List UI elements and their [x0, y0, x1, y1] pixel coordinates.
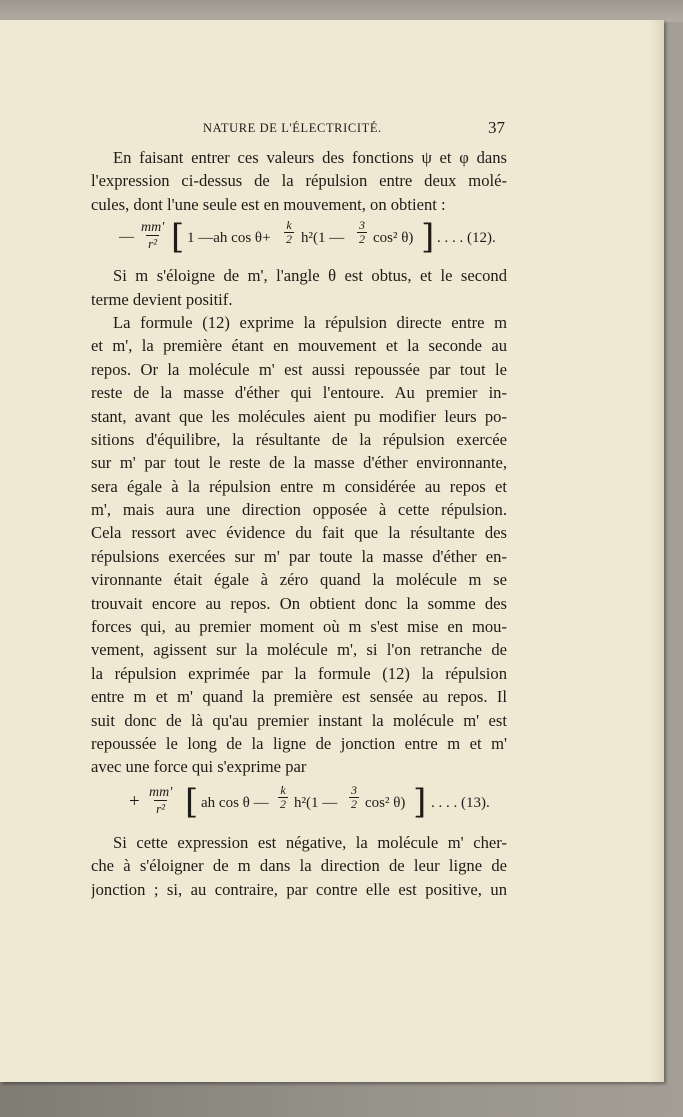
text-line: entre m et m' quand la première est sensée au repos. Il	[91, 687, 507, 707]
fraction-numerator: 3	[351, 782, 357, 797]
text-line: trouvait encore au repos. On obtient donc la somme des	[91, 593, 507, 613]
formula-12	[91, 216, 507, 264]
text-line: En faisant entrer ces valeurs des fonctions ψ et φ dans	[113, 148, 507, 167]
text-line: m', mais aura une direction opposée à cette répulsion.	[91, 500, 507, 520]
text-line: Cela ressort avec évidence du fait que la résultante des	[91, 523, 507, 543]
text-line: suit donc de là qu'au premier instant la molécule m' est	[91, 710, 507, 730]
text-line: sur m' par tout le reste de la masse d'éther environnante,	[91, 453, 507, 473]
formula-fraction-k	[284, 219, 294, 246]
formula-fraction-three	[349, 784, 359, 811]
fraction-denominator: 2	[351, 796, 357, 811]
previous-page-edge	[0, 0, 683, 22]
text-line: che à s'éloigner de m dans la direction de leur ligne de	[91, 856, 507, 876]
formula-fraction-three	[357, 219, 367, 246]
text-line: jonction ; si, au contraire, par contre elle est positive, un	[91, 879, 507, 899]
formula-term: h²(1 —	[301, 230, 345, 247]
fraction-numerator: k	[280, 782, 286, 797]
text-line: l'expression ci-dessus de la répulsion entre deux molé-	[91, 171, 507, 191]
page-number: 37	[488, 118, 505, 137]
text-line: terme devient positif.	[91, 289, 233, 309]
text-line: vement, agissent sur la molécule m', si l'on retranche de	[91, 640, 507, 660]
text-line: vironnante était égale à zéro quand la molécule m se	[91, 570, 507, 590]
formula-fraction-k	[278, 784, 288, 811]
text-line: avec une force qui s'exprime par	[91, 757, 307, 777]
running-head: NATURE DE L'ÉLECTRICITÉ.	[203, 121, 382, 135]
body-text	[91, 146, 507, 901]
text-line: stant, avant que les molécules aient pu modifier leurs po-	[91, 406, 507, 426]
formula-fraction	[141, 220, 164, 251]
fraction-denominator: r²	[148, 236, 158, 252]
fraction-denominator: 2	[359, 232, 365, 247]
fraction-denominator: r²	[156, 800, 166, 816]
fraction-numerator: k	[286, 218, 292, 233]
formula-fraction	[149, 785, 172, 816]
formula-sign: +	[129, 790, 140, 812]
fraction-numerator: mm'	[149, 784, 173, 800]
fraction-denominator: 2	[286, 232, 292, 247]
text-line: La formule (12) exprime la répulsion directe entre m	[113, 312, 507, 332]
formula-term: cos² θ)	[373, 230, 414, 247]
equation-number: . . . . (12).	[437, 230, 496, 247]
formula-term: h²(1 —	[294, 794, 338, 811]
text-line: cules, dont l'une seule est en mouvement, on obtient :	[91, 194, 446, 214]
formula-term: ah cos θ —	[201, 794, 269, 811]
page-header	[0, 120, 664, 140]
formula-term: cos² θ)	[365, 794, 406, 811]
text-line: sitions d'équilibre, la résultante de la répulsion exercée	[91, 429, 507, 449]
text-line: la répulsion exprimée par la formule (12) la répulsion	[91, 663, 507, 683]
text-line: Si cette expression est négative, la molécule m' cher-	[113, 832, 507, 852]
text-line: sera égale à la répulsion entre m considérée au repos et	[91, 476, 507, 496]
text-line: repos. Or la molécule m' est aussi repoussée par tout le	[91, 359, 507, 379]
equation-number: . . . . (13).	[431, 794, 490, 811]
text-line: et m', la première étant en mouvement et la seconde au	[91, 336, 507, 356]
bracket-open: [	[171, 217, 185, 258]
text-line: reste de la masse d'éther qui l'entoure. Au premier in-	[91, 383, 507, 403]
fraction-numerator: 3	[359, 218, 365, 233]
book-page	[0, 20, 664, 1082]
bracket-open: [	[185, 781, 199, 822]
text-line: repoussée le long de la ligne de jonction entre m et m'	[91, 733, 507, 753]
text-line: Si m s'éloigne de m', l'angle θ est obtus, et le second	[113, 266, 507, 286]
formula-sign: —	[119, 229, 134, 246]
formula-term: 1 —ah cos θ+	[187, 230, 271, 247]
formula-13	[91, 779, 507, 831]
bracket-close: ]	[421, 217, 435, 258]
text-line: répulsions exercées sur m' par toute la masse d'éther en-	[91, 546, 507, 566]
text-line: forces qui, au premier moment où m s'est mise en mou-	[91, 617, 507, 637]
fraction-denominator: 2	[280, 796, 286, 811]
fraction-numerator: mm'	[141, 220, 165, 236]
bracket-close: ]	[413, 781, 427, 822]
